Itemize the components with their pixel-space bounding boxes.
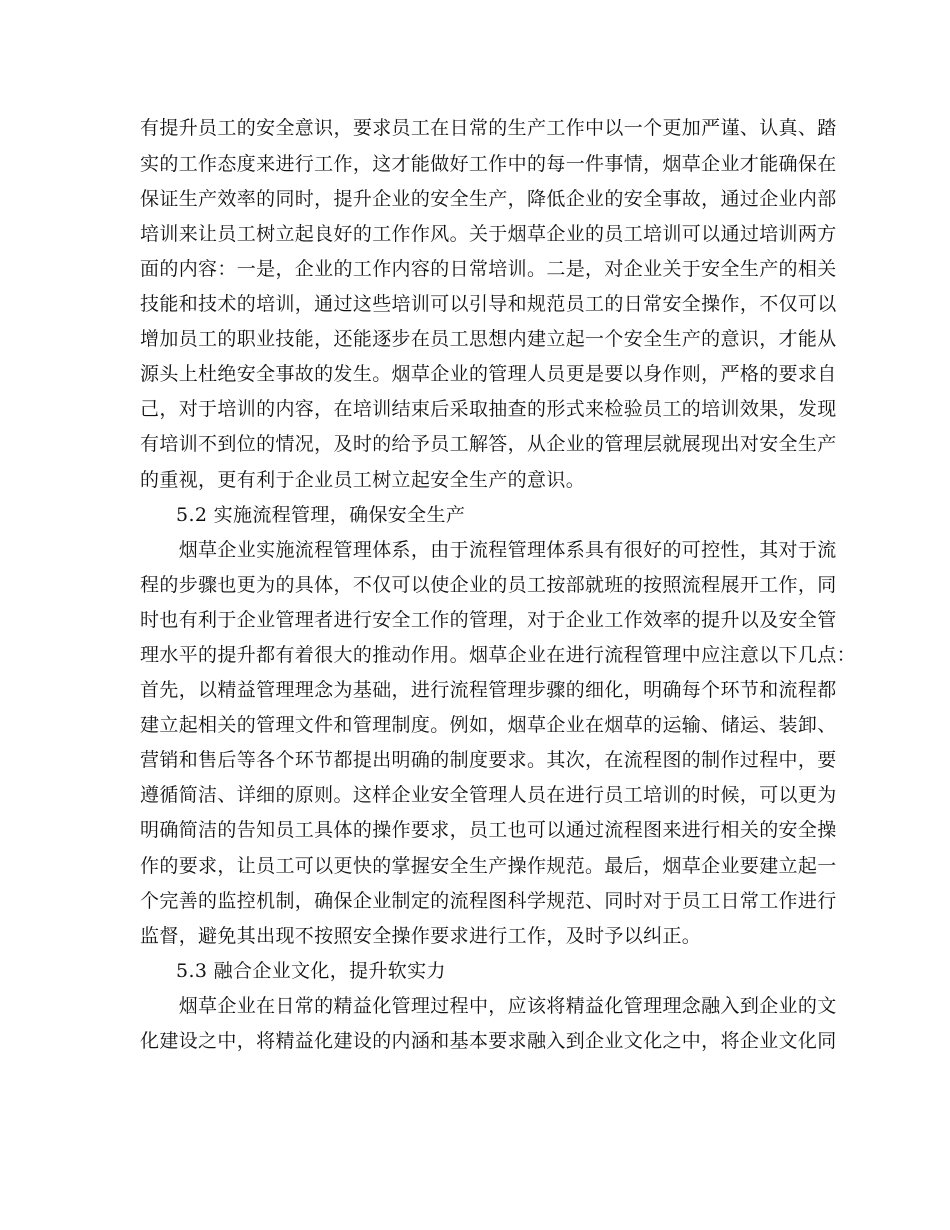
text-line: 作的要求，让员工可以更快的掌握安全生产操作规范。最后，烟草企业要建立起一 <box>140 855 837 877</box>
text-line: 理水平的提升都有着很大的推动作用。烟草企业在进行流程管理中应注意以下几点： <box>140 644 856 666</box>
text-line: 时也有利于企业管理者进行安全工作的管理，对于企业工作效率的提升以及安全管 <box>140 609 837 631</box>
text-line: 实的工作态度来进行工作，这才能做好工作中的每一件事情，烟草企业才能确保在 <box>140 153 837 175</box>
text-line: 面的内容：一是，企业的工作内容的日常培训。二是，对企业关于安全生产的相关 <box>140 258 837 280</box>
text-line: 有培训不到位的情况，及时的给予员工解答，从企业的管理层就展现出对安全生产 <box>140 433 837 455</box>
text-line: 建立起相关的管理文件和管理制度。例如，烟草企业在烟草的运输、储运、装卸、 <box>140 714 837 736</box>
text-line: 首先，以精益管理理念为基础，进行流程管理步骤的细化，明确每个环节和流程都 <box>140 679 837 701</box>
text-line: 烟草企业实施流程管理体系，由于流程管理体系具有很好的可控性，其对于流 <box>140 539 837 561</box>
text-line: 源头上杜绝安全事故的发生。烟草企业的管理人员更是要以身作则，严格的要求自 <box>140 363 837 385</box>
text-line: 的重视，更有利于企业员工树立起安全生产的意识。 <box>140 469 586 491</box>
text-line: 监督，避免其出现不按照安全操作要求进行工作，及时予以纠正。 <box>140 925 702 947</box>
text-line: 程的步骤也更为的具体，不仅可以使企业的员工按部就班的按照流程展开工作，同 <box>140 574 837 596</box>
text-line: 个完善的监控机制，确保企业制定的流程图科学规范、同时对于员工日常工作进行 <box>140 890 837 912</box>
text-line: 有提升员工的安全意识，要求员工在日常的生产工作中以一个更加严谨、认真、踏 <box>140 117 837 139</box>
text-line: 培训来让员工树立起良好的工作作风。关于烟草企业的员工培训可以通过培训两方 <box>140 223 837 245</box>
text-line: 遵循简洁、详细的原则。这样企业安全管理人员在进行员工培训的时候，可以更为 <box>140 784 837 806</box>
text-line: 化建设之中，将精益化建设的内涵和基本要求融入到企业文化之中，将企业文化同 <box>140 1030 837 1052</box>
section-heading-5-2: 5.2 实施流程管理，确保安全生产 <box>176 504 466 526</box>
text-line: 技能和技术的培训，通过这些培训可以引导和规范员工的日常安全操作，不仅可以 <box>140 293 837 315</box>
text-line: 烟草企业在日常的精益化管理过程中，应该将精益化管理理念融入到企业的文 <box>140 995 837 1017</box>
text-line: 保证生产效率的同时，提升企业的安全生产，降低企业的安全事故，通过企业内部 <box>140 188 837 210</box>
section-heading-5-3: 5.3 融合企业文化，提升软实力 <box>176 960 446 982</box>
text-line: 增加员工的职业技能，还能逐步在员工思想内建立起一个安全生产的意识，才能从 <box>140 328 837 350</box>
text-line: 己，对于培训的内容，在培训结束后采取抽查的形式来检验员工的培训效果，发现 <box>140 398 837 420</box>
text-line: 明确简洁的告知员工具体的操作要求，员工也可以通过流程图来进行相关的安全操 <box>140 819 837 841</box>
text-line: 营销和售后等各个环节都提出明确的制度要求。其次，在流程图的制作过程中，要 <box>140 749 837 771</box>
